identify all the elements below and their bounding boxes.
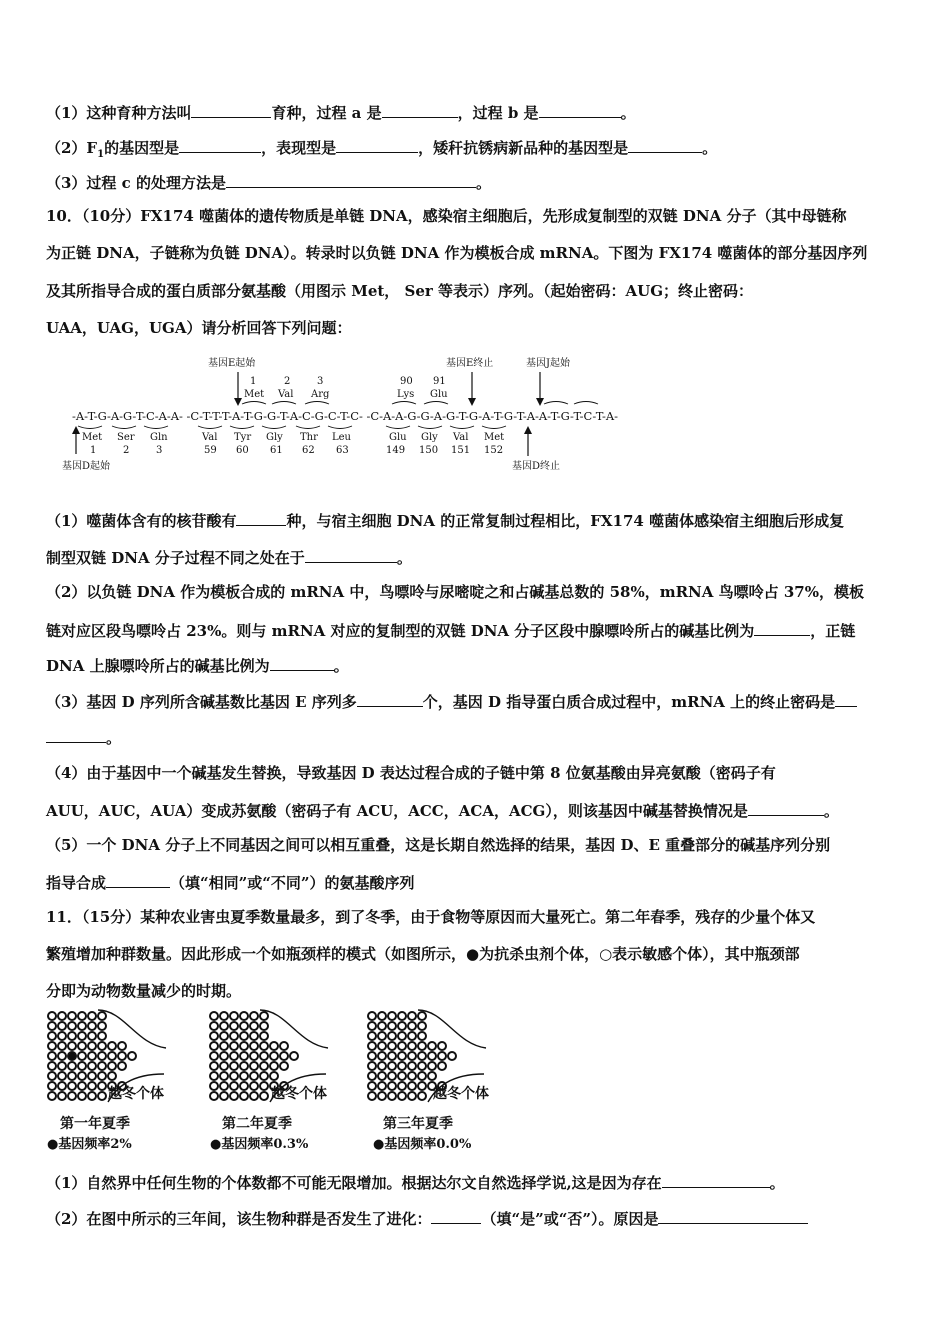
sensitive-individual [118, 1042, 126, 1050]
sensitive-individual [378, 1062, 386, 1070]
sensitive-individual [368, 1042, 376, 1050]
sensitive-individual [408, 1072, 416, 1080]
sensitive-individual [108, 1072, 116, 1080]
sensitive-individual [398, 1052, 406, 1060]
gene-e-end-label: 基因E终止 [446, 358, 494, 369]
sensitive-individual [68, 1042, 76, 1050]
resistant-individual [68, 1052, 76, 1060]
sensitive-individual [280, 1052, 288, 1060]
sensitive-individual [388, 1052, 396, 1060]
q10-sub2-line-2: 链对应区段鸟嘌呤占 23%。则与 mRNA 对应的复制型的双链 DNA 分子区段中腺嘌呤所占的碱基比例为 ，正链 [46, 622, 856, 640]
sensitive-individual [230, 1022, 238, 1030]
sensitive-individual [398, 1082, 406, 1090]
e-aa-name: Arg [311, 389, 330, 400]
dna-sequence: -A-T-G-A-G-T-C-A-A- -C-T-T-T-A-T-G-G-T-A-C-G-C-T-C- -C-A-A-G-G-A-G-T-G-A-T-G-T-A-A-T-G-T-C-T-A- [72, 409, 619, 423]
gene-d-start-label: 基因D起始 [62, 461, 111, 472]
q10-sub4-line-1: （4）由于基因中一个碱基发生替换，导致基因 D 表达过程合成的子链中第 8 位氨基酸由异亮氨酸（密码子有 [46, 764, 776, 782]
sensitive-individual [230, 1092, 238, 1100]
bottleneck-curve [260, 1010, 328, 1048]
sensitive-individual [378, 1042, 386, 1050]
gene-frequency: ●基因频率2% [47, 1137, 132, 1152]
sensitive-individual [270, 1062, 278, 1070]
sensitive-individual [220, 1092, 228, 1100]
sensitive-individual [88, 1062, 96, 1070]
d-aa-name: Met [82, 432, 103, 443]
answer-blank[interactable] [658, 1208, 808, 1224]
sensitive-individual [250, 1042, 258, 1050]
sensitive-individual [378, 1052, 386, 1060]
sensitive-individual [48, 1052, 56, 1060]
q10-sub2-line-3: DNA 上腺嘌呤所占的碱基比例为 。 [46, 657, 349, 675]
d-aa-name: Glu [389, 432, 407, 443]
sensitive-individual [368, 1082, 376, 1090]
sensitive-individual [98, 1072, 106, 1080]
sensitive-individual [58, 1072, 66, 1080]
answer-blank[interactable] [357, 691, 423, 707]
q10-intro-1: 10．（10分）FX174 噬菌体的遗传物质是单链 DNA，感染宿主细胞后，先形成复制型的双链 DNA 分子（其中母链称 [46, 207, 847, 225]
sensitive-individual [240, 1012, 248, 1020]
sensitive-individual [88, 1072, 96, 1080]
sensitive-individual [68, 1072, 76, 1080]
gene-frequency: ●基因频率0.3% [210, 1137, 309, 1152]
sensitive-individual [388, 1012, 396, 1020]
sensitive-individual [270, 1042, 278, 1050]
sensitive-individual [210, 1072, 218, 1080]
sensitive-individual [230, 1082, 238, 1090]
sensitive-individual [68, 1012, 76, 1020]
sensitive-individual [230, 1032, 238, 1040]
q10-sub1-line-1: （1）噬菌体含有的核苷酸有 种，与宿主细胞 DNA 的正常复制过程相比，FX174 噬菌体感染宿主细胞后形成复 [46, 512, 845, 530]
d-aa-name: Met [484, 432, 505, 443]
sensitive-individual [388, 1042, 396, 1050]
e-aa-num: 90 [400, 376, 413, 387]
sensitive-individual [88, 1012, 96, 1020]
sensitive-individual [118, 1062, 126, 1070]
sensitive-individual [240, 1072, 248, 1080]
winter-label: 越冬个体 [271, 1086, 327, 1102]
answer-blank[interactable] [46, 727, 106, 743]
sensitive-individual [98, 1052, 106, 1060]
sensitive-individual [240, 1062, 248, 1070]
sensitive-individual [230, 1012, 238, 1020]
sensitive-individual [48, 1092, 56, 1100]
d-aa-name: Thr [300, 432, 318, 443]
d-aa-num: 150 [419, 445, 439, 456]
sensitive-individual [250, 1062, 258, 1070]
q11-sub2: （2）在图中所示的三年间，该生物种群是否发生了进化： （填“是”或“否”）。原因是 [46, 1208, 910, 1229]
sensitive-individual [378, 1022, 386, 1030]
q9-line-1: （1）这种育种方法叫 育种，过程 a 是 ，过程 b 是 。 [46, 104, 636, 122]
gene-e-start-label: 基因E起始 [208, 358, 256, 369]
sensitive-individual [260, 1012, 268, 1020]
sensitive-individual [408, 1022, 416, 1030]
sensitive-individual [210, 1022, 218, 1030]
sensitive-individual [48, 1032, 56, 1040]
sensitive-individual [250, 1092, 258, 1100]
answer-blank[interactable] [236, 510, 286, 526]
answer-blank[interactable] [748, 800, 824, 816]
sensitive-individual [210, 1092, 218, 1100]
sensitive-individual [260, 1062, 268, 1070]
sensitive-individual [240, 1022, 248, 1030]
q10-sub3-line-1: （3）基因 D 序列所含碱基数比基因 E 序列多 个，基因 D 指导蛋白质合成过程中，mRNA 上的终止密码是 [46, 691, 910, 712]
arrow-up-icon [72, 426, 80, 434]
answer-blank[interactable] [270, 655, 334, 671]
sensitive-individual [210, 1082, 218, 1090]
sensitive-individual [388, 1072, 396, 1080]
sensitive-individual [78, 1032, 86, 1040]
sensitive-individual [98, 1092, 106, 1100]
sensitive-individual [398, 1072, 406, 1080]
sensitive-individual [78, 1042, 86, 1050]
sensitive-individual [68, 1082, 76, 1090]
answer-blank[interactable] [662, 1172, 770, 1188]
d-aa-num: 149 [386, 445, 406, 456]
q11-intro-1: 11．（15分）某种农业害虫夏季数量最多，到了冬季，由于食物等原因而大量死亡。第二年春季，残存的少量个体又 [46, 908, 816, 926]
sensitive-individual [408, 1082, 416, 1090]
sensitive-individual [78, 1022, 86, 1030]
sensitive-individual [48, 1012, 56, 1020]
gene-frequency: ●基因频率0.0% [373, 1137, 472, 1152]
sensitive-individual [88, 1092, 96, 1100]
sensitive-individual [368, 1092, 376, 1100]
sensitive-individual [398, 1042, 406, 1050]
season-label: 第二年夏季 [222, 1116, 292, 1132]
q10-intro-3: 及其所指导合成的蛋白质部分氨基酸（用图示 Met， Ser 等表示）序列。（起始密码：AUG；终止密码： [46, 282, 754, 300]
sensitive-individual [260, 1082, 268, 1090]
e-aa-num: 91 [433, 376, 446, 387]
sensitive-individual [418, 1062, 426, 1070]
sensitive-individual [260, 1042, 268, 1050]
sensitive-individual [438, 1052, 446, 1060]
sensitive-individual [398, 1012, 406, 1020]
q10-sub3-line-2: 。 [46, 727, 910, 748]
q11-intro-3: 分即为动物数量减少的时期。 [46, 982, 242, 1000]
answer-blank[interactable] [431, 1208, 481, 1224]
answer-blank[interactable] [628, 137, 702, 153]
sensitive-individual [388, 1062, 396, 1070]
sensitive-individual [68, 1022, 76, 1030]
e-aa-name: Met [244, 389, 265, 400]
d-aa-name: Tyr [234, 432, 252, 443]
q9-line-2: $(2)F_1$的基因型是 ，表现型是 ，矮秆抗锈病新品种的基因型是 。 [46, 139, 718, 160]
sensitive-individual [368, 1022, 376, 1030]
sensitive-individual [230, 1072, 238, 1080]
sensitive-individual [58, 1012, 66, 1020]
sensitive-individual [418, 1042, 426, 1050]
sensitive-individual [220, 1082, 228, 1090]
answer-blank[interactable] [754, 620, 810, 636]
q10-sub4-line-2: AUU，AUC，AUA）变成苏氨酸（密码子有 ACU，ACC，ACA，ACG），则该基因中碱基替换情况是 。 [46, 802, 839, 820]
sensitive-individual [210, 1052, 218, 1060]
gene-d-end-label: 基因D终止 [512, 461, 561, 472]
sensitive-individual [220, 1022, 228, 1030]
sensitive-individual [240, 1092, 248, 1100]
sensitive-individual [260, 1032, 268, 1040]
sensitive-individual [398, 1022, 406, 1030]
sensitive-individual [378, 1092, 386, 1100]
sensitive-individual [98, 1082, 106, 1090]
sensitive-individual [68, 1032, 76, 1040]
sensitive-individual [220, 1012, 228, 1020]
sensitive-individual [78, 1092, 86, 1100]
sensitive-individual [418, 1012, 426, 1020]
sensitive-individual [408, 1052, 416, 1060]
sensitive-individual [108, 1062, 116, 1070]
sensitive-individual [260, 1092, 268, 1100]
sensitive-individual [78, 1012, 86, 1020]
sensitive-individual [378, 1032, 386, 1040]
sensitive-individual [240, 1052, 248, 1060]
sensitive-individual [408, 1012, 416, 1020]
sensitive-individual [428, 1072, 436, 1080]
sensitive-individual [418, 1022, 426, 1030]
sensitive-individual [98, 1012, 106, 1020]
sensitive-individual [260, 1052, 268, 1060]
sensitive-individual [438, 1042, 446, 1050]
sensitive-individual [58, 1062, 66, 1070]
sensitive-individual [210, 1062, 218, 1070]
d-aa-num: 1 [90, 445, 97, 456]
q9-line-3: （3）过程 c 的处理方法是 。 [46, 174, 492, 192]
sensitive-individual [368, 1072, 376, 1080]
d-aa-num: 61 [270, 445, 283, 456]
sensitive-individual [220, 1052, 228, 1060]
sensitive-individual [368, 1032, 376, 1040]
d-aa-name: Gly [266, 432, 283, 443]
sensitive-individual [438, 1062, 446, 1070]
sensitive-individual [398, 1092, 406, 1100]
sensitive-individual [88, 1042, 96, 1050]
bottleneck-curve [98, 1010, 166, 1048]
sensitive-individual [98, 1062, 106, 1070]
answer-blank[interactable] [305, 547, 397, 563]
sensitive-individual [368, 1062, 376, 1070]
q11-sub1: （1）自然界中任何生物的个体数都不可能无限增加。根据达尔文自然选择学说,这是因为存在 。 [46, 1174, 785, 1192]
sensitive-individual [408, 1092, 416, 1100]
d-aa-name: Gly [421, 432, 438, 443]
sensitive-individual [250, 1032, 258, 1040]
sensitive-individual [78, 1082, 86, 1090]
sensitive-individual [368, 1012, 376, 1020]
sensitive-individual [48, 1072, 56, 1080]
d-aa-num: 62 [302, 445, 315, 456]
season-label: 第一年夏季 [60, 1116, 130, 1132]
q10-intro-2: 为正链 DNA，子链称为负链 DNA）。转录时以负链 DNA 作为模板合成 mRNA。下图为 FX174 噬菌体的部分基因序列 [46, 244, 868, 262]
sensitive-individual [98, 1022, 106, 1030]
sensitive-individual [88, 1032, 96, 1040]
sensitive-individual [220, 1032, 228, 1040]
winter-label: 越冬个体 [433, 1086, 489, 1102]
d-aa-num: 152 [484, 445, 504, 456]
sensitive-individual [388, 1032, 396, 1040]
q11-intro-2: 繁殖增加种群数量。因此形成一个如瓶颈样的模式（如图所示，●为抗杀虫剂个体，○表示敏感个体），其中瓶颈部 [46, 945, 800, 963]
sensitive-individual [378, 1012, 386, 1020]
d-aa-name: Ser [117, 432, 135, 443]
answer-blank[interactable] [179, 137, 261, 153]
sensitive-individual [270, 1052, 278, 1060]
sensitive-individual [250, 1082, 258, 1090]
sensitive-individual [220, 1072, 228, 1080]
sensitive-individual [230, 1062, 238, 1070]
sensitive-individual [128, 1052, 136, 1060]
sensitive-individual [68, 1092, 76, 1100]
sensitive-individual [408, 1042, 416, 1050]
sensitive-individual [280, 1062, 288, 1070]
sensitive-individual [58, 1032, 66, 1040]
e-aa-name: Lys [397, 389, 415, 400]
d-aa-num: 63 [336, 445, 349, 456]
arrow-down-icon [536, 398, 544, 406]
sensitive-individual [260, 1022, 268, 1030]
d-aa-num: 2 [123, 445, 130, 456]
sensitive-individual [378, 1082, 386, 1090]
sensitive-individual [220, 1062, 228, 1070]
sensitive-individual [78, 1072, 86, 1080]
arrow-up-icon [524, 426, 532, 434]
q10-intro-4: UAA，UAG，UGA）请分析回答下列问题： [46, 319, 352, 337]
sensitive-individual [88, 1022, 96, 1030]
sensitive-individual [428, 1062, 436, 1070]
answer-blank[interactable] [191, 102, 271, 118]
sensitive-individual [230, 1052, 238, 1060]
answer-blank[interactable] [106, 872, 170, 888]
sensitive-individual [280, 1042, 288, 1050]
winter-label: 越冬个体 [108, 1086, 164, 1102]
sensitive-individual [240, 1082, 248, 1090]
d-aa-name: Leu [332, 432, 351, 443]
arrow-down-icon [234, 398, 242, 406]
sensitive-individual [98, 1042, 106, 1050]
sensitive-individual [428, 1052, 436, 1060]
sensitive-individual [48, 1022, 56, 1030]
sensitive-individual [378, 1072, 386, 1080]
sensitive-individual [240, 1042, 248, 1050]
sensitive-individual [388, 1092, 396, 1100]
sensitive-individual [58, 1052, 66, 1060]
sensitive-individual [78, 1062, 86, 1070]
sensitive-individual [418, 1072, 426, 1080]
answer-blank[interactable] [382, 102, 458, 118]
sensitive-individual [98, 1032, 106, 1040]
answer-blank[interactable] [336, 137, 418, 153]
sensitive-individual [58, 1022, 66, 1030]
bottleneck-curve [418, 1010, 486, 1048]
e-aa-num: 1 [250, 376, 257, 387]
d-aa-num: 151 [451, 445, 471, 456]
sensitive-individual [210, 1012, 218, 1020]
sensitive-individual [108, 1042, 116, 1050]
q10-sub2-line-1: （2）以负链 DNA 作为模板合成的 mRNA 中，鸟嘌呤与尿嘧啶之和占碱基总数的 58%，mRNA 鸟嘌呤占 37%，模板 [46, 583, 864, 601]
sensitive-individual [398, 1062, 406, 1070]
sensitive-individual [408, 1062, 416, 1070]
sensitive-individual [250, 1012, 258, 1020]
sensitive-individual [210, 1032, 218, 1040]
d-aa-num: 3 [156, 445, 163, 456]
sensitive-individual [48, 1062, 56, 1070]
e-aa-name: Glu [430, 389, 448, 400]
sensitive-individual [48, 1082, 56, 1090]
sensitive-individual [58, 1092, 66, 1100]
sensitive-individual [418, 1052, 426, 1060]
answer-blank[interactable] [226, 172, 476, 188]
gene-sequence-diagram [60, 352, 630, 478]
sensitive-individual [58, 1082, 66, 1090]
d-aa-name: Val [202, 432, 218, 443]
sensitive-individual [88, 1082, 96, 1090]
sensitive-individual [250, 1052, 258, 1060]
sensitive-individual [58, 1042, 66, 1050]
sensitive-individual [78, 1052, 86, 1060]
sensitive-individual [398, 1032, 406, 1040]
sensitive-individual [418, 1032, 426, 1040]
sensitive-individual [210, 1042, 218, 1050]
sensitive-individual [108, 1052, 116, 1060]
d-aa-num: 60 [236, 445, 249, 456]
sensitive-individual [408, 1032, 416, 1040]
sensitive-individual [388, 1082, 396, 1090]
sensitive-individual [418, 1092, 426, 1100]
sensitive-individual [118, 1052, 126, 1060]
sensitive-individual [220, 1042, 228, 1050]
e-aa-name: Val [278, 389, 294, 400]
answer-blank[interactable] [835, 691, 857, 707]
gene-j-start-label: 基因J起始 [526, 358, 571, 369]
sensitive-individual [68, 1062, 76, 1070]
sensitive-individual [290, 1052, 298, 1060]
sensitive-individual [428, 1042, 436, 1050]
d-aa-name: Val [453, 432, 469, 443]
season-label: 第三年夏季 [383, 1116, 453, 1132]
sensitive-individual [250, 1072, 258, 1080]
q10-sub5-line-1: （5）一个 DNA 分子上不同基因之间可以相互重叠，这是长期自然选择的结果，基因 D、E 重叠部分的碱基序列分别 [46, 836, 831, 854]
sensitive-individual [418, 1082, 426, 1090]
e-aa-num: 2 [284, 376, 291, 387]
sensitive-individual [88, 1052, 96, 1060]
sensitive-individual [240, 1032, 248, 1040]
q10-sub1-line-2: 制型双链 DNA 分子过程不同之处在于 。 [46, 549, 412, 567]
sensitive-individual [270, 1072, 278, 1080]
q10-sub5-line-2: 指导合成 （填“相同”或“不同”）的氨基酸序列 [46, 874, 415, 892]
sensitive-individual [250, 1022, 258, 1030]
d-aa-name: Gln [150, 432, 168, 443]
answer-blank[interactable] [539, 102, 621, 118]
arrow-down-icon [468, 398, 476, 406]
d-aa-num: 59 [204, 445, 217, 456]
sensitive-individual [48, 1042, 56, 1050]
sensitive-individual [260, 1072, 268, 1080]
sensitive-individual [368, 1052, 376, 1060]
e-aa-num: 3 [317, 376, 324, 387]
sensitive-individual [230, 1042, 238, 1050]
sensitive-individual [388, 1022, 396, 1030]
sensitive-individual [448, 1052, 456, 1060]
